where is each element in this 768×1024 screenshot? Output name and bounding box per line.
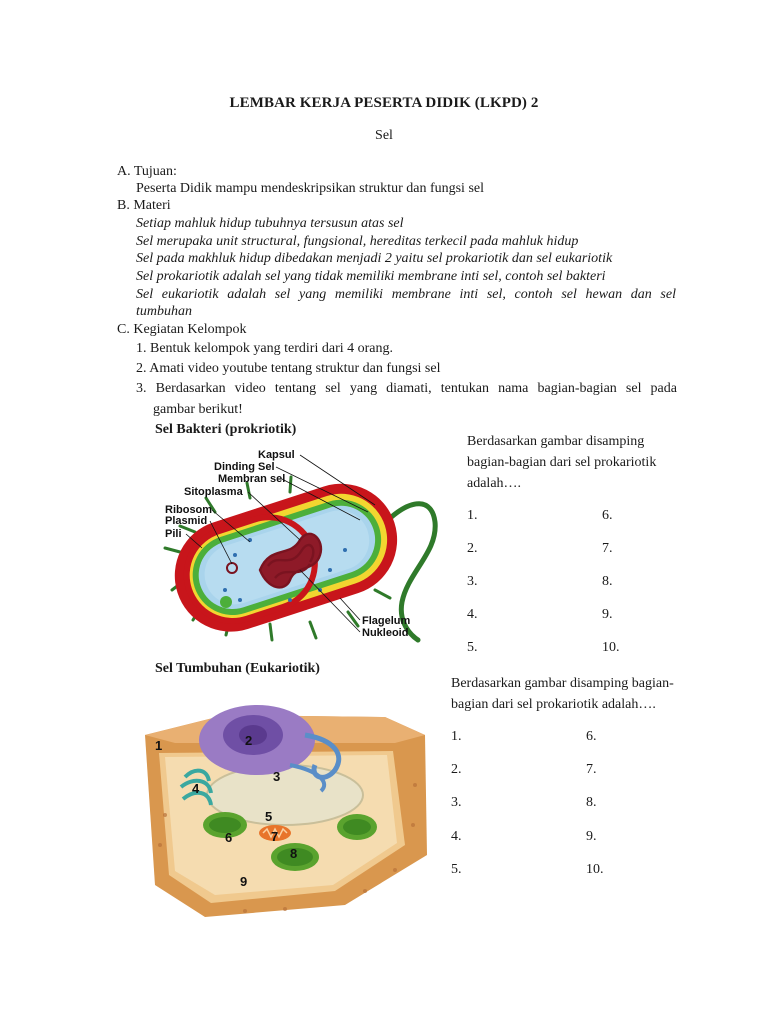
bacteria-cell-figure — [150, 440, 445, 650]
kegiatan-step: 1. Bentuk kelompok yang terdiri dari 4 orang. — [136, 341, 393, 356]
answer-number: 7. — [602, 541, 613, 556]
prompt-line: Berdasarkan gambar disamping bagian- — [451, 676, 674, 691]
section-a-text: Peserta Didik mampu mendeskripsikan struktur dan fungsi sel — [136, 181, 484, 196]
label-kapsul: Kapsul — [258, 449, 295, 461]
materi-line: Sel merupaka unit structural, fungsional, hereditas terkecil pada mahluk hidup — [136, 234, 579, 249]
answer-number: 2. — [451, 762, 462, 777]
materi-line: tumbuhan — [136, 304, 192, 319]
marker-4: 4 — [192, 781, 200, 796]
kegiatan-step: 3. Berdasarkan video tentang sel yang diamati, tentukan nama bagian-bagian sel pada — [136, 381, 677, 396]
answer-number: 4. — [451, 829, 462, 844]
marker-1: 1 — [155, 738, 163, 753]
prompt-line: Berdasarkan gambar disamping — [467, 434, 645, 449]
plant-heading: Sel Tumbuhan (Eukariotik) — [155, 661, 320, 676]
plant-cell-figure — [135, 695, 435, 925]
marker-2: 2 — [245, 733, 253, 748]
marker-8: 8 — [290, 846, 298, 861]
label-ribosom: Ribosom — [165, 504, 213, 516]
kegiatan-step: gambar berikut! — [153, 402, 243, 417]
page-subtitle: Sel — [375, 128, 393, 143]
bacteria-prompt — [467, 431, 656, 494]
plant-prompt — [451, 673, 674, 715]
section-b-heading: B. Materi — [117, 198, 171, 213]
materi-line: Sel eukariotik adalah sel yang memiliki membrane inti sel, contoh sel hewan dan sel — [136, 287, 676, 302]
answer-number: 9. — [602, 607, 613, 622]
answer-number: 10. — [602, 640, 620, 655]
answer-number: 6. — [602, 508, 613, 523]
prompt-line: bagian dari sel prokariotik adalah…. — [451, 697, 656, 712]
label-nukleoid: Nukleoid — [362, 627, 409, 639]
answer-number: 1. — [467, 508, 478, 523]
prompt-line: bagian-bagian dari sel prokariotik — [467, 455, 657, 470]
answer-number: 8. — [602, 574, 613, 589]
answer-number: 6. — [586, 729, 597, 744]
marker-9: 9 — [240, 874, 248, 889]
label-dinding-sel: Dinding Sel — [214, 461, 275, 473]
marker-3: 3 — [273, 769, 281, 784]
answer-number: 5. — [467, 640, 478, 655]
answer-number: 3. — [467, 574, 478, 589]
label-plasmid: Plasmid — [165, 515, 208, 527]
materi-line: Sel prokariotik adalah sel yang tidak memiliki membrane inti sel, contoh sel bakteri — [136, 269, 606, 284]
kegiatan-step: 2. Amati video youtube tentang struktur dan fungsi sel — [136, 361, 441, 376]
section-c-heading: C. Kegiatan Kelompok — [117, 322, 247, 337]
marker-6: 6 — [225, 830, 233, 845]
section-a-heading: A. Tujuan: — [117, 164, 177, 179]
materi-line: Sel pada makhluk hidup dibedakan menjadi 2 yaitu sel prokariotik dan sel eukariotik — [136, 251, 613, 266]
answer-number: 2. — [467, 541, 478, 556]
page-title: LEMBAR KERJA PESERTA DIDIK (LKPD) 2 — [229, 95, 539, 111]
label-pili: Pili — [165, 528, 182, 540]
answer-number: 1. — [451, 729, 462, 744]
label-membran-sel: Membran sel — [218, 473, 286, 485]
answer-number: 4. — [467, 607, 478, 622]
label-flagelum: Flagelum — [362, 615, 411, 627]
materi-line: Setiap mahluk hidup tubuhnya tersusun atas sel — [136, 216, 404, 231]
bacteria-heading: Sel Bakteri (prokriotik) — [155, 422, 297, 437]
marker-7: 7 — [271, 829, 279, 844]
answer-number: 8. — [586, 795, 597, 810]
answer-number: 9. — [586, 829, 597, 844]
marker-5: 5 — [265, 809, 273, 824]
answer-number: 5. — [451, 862, 462, 877]
answer-number: 3. — [451, 795, 462, 810]
label-sitoplasma: Sitoplasma — [184, 486, 243, 498]
prompt-line: adalah…. — [467, 476, 522, 491]
answer-number: 10. — [586, 862, 604, 877]
answer-number: 7. — [586, 762, 597, 777]
